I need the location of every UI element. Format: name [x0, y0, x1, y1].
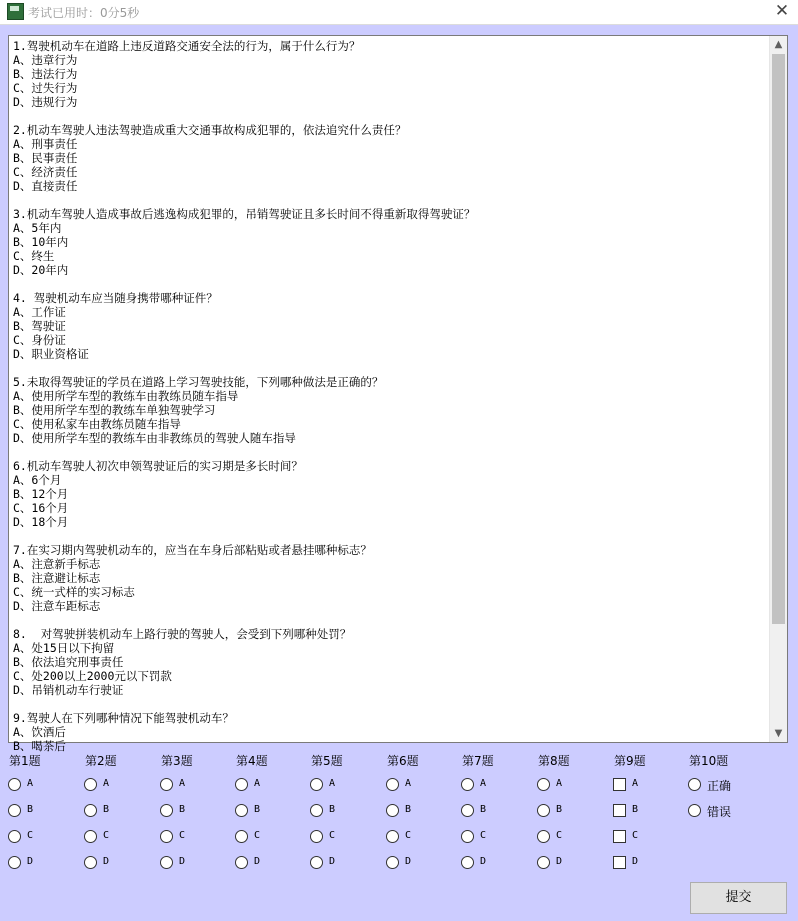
question-block — [13, 375, 773, 445]
answer-radio[interactable] — [160, 804, 230, 820]
answer-column-header: 第10题 — [689, 754, 729, 768]
radio-icon[interactable] — [386, 856, 399, 869]
answer-option-label: C — [329, 830, 336, 841]
radio-icon[interactable] — [386, 778, 399, 791]
answer-option-label: B — [27, 804, 34, 815]
answer-option-label: B — [179, 804, 186, 815]
answer-option-label: D — [405, 856, 412, 867]
answer-column-header: 第3题 — [161, 754, 193, 768]
answer-option-label: D — [556, 856, 563, 867]
answer-radio[interactable] — [8, 830, 78, 846]
radio-icon[interactable] — [310, 856, 323, 869]
question-text: 9.驾驶人在下列哪种情况下能驾驶机动车？ — [13, 711, 234, 725]
question-option-text: A、5年内 — [13, 221, 62, 235]
answer-option-label: D — [254, 856, 261, 867]
answer-option-label: D — [103, 856, 110, 867]
answer-radio[interactable] — [537, 830, 607, 846]
radio-icon[interactable] — [235, 804, 248, 817]
question-option-text: D、直接责任 — [13, 179, 78, 193]
scroll-up-arrow-icon[interactable]: ▲ — [774, 39, 783, 50]
radio-icon[interactable] — [310, 830, 323, 843]
vertical-scrollbar[interactable] — [769, 36, 787, 742]
answer-radio[interactable] — [8, 856, 78, 872]
radio-icon[interactable] — [461, 778, 474, 791]
answer-radio[interactable] — [84, 804, 154, 820]
radio-icon[interactable] — [8, 804, 21, 817]
answer-column-header: 第5题 — [311, 754, 343, 768]
answer-radio[interactable] — [310, 830, 380, 846]
answer-option-label: A — [254, 778, 261, 789]
radio-icon[interactable] — [235, 856, 248, 869]
question-option-text: B、使用所学车型的教练车单独驾驶学习 — [13, 403, 216, 417]
question-option-text: B、依法追究刑事责任 — [13, 655, 124, 669]
question-block — [13, 459, 773, 529]
radio-icon[interactable] — [84, 830, 97, 843]
radio-icon[interactable] — [688, 778, 701, 791]
radio-icon[interactable] — [8, 830, 21, 843]
answer-radio[interactable] — [8, 778, 78, 794]
answer-option-label: D — [27, 856, 34, 867]
question-list — [13, 39, 773, 767]
radio-icon[interactable] — [310, 778, 323, 791]
radio-icon[interactable] — [386, 830, 399, 843]
question-option-text: B、12个月 — [13, 487, 69, 501]
answer-option-label: B — [329, 804, 336, 815]
answer-option-label: A — [632, 778, 639, 789]
question-option-text: C、经济责任 — [13, 165, 78, 179]
question-text: 1.驾驶机动车在道路上违反道路交通安全法的行为，属于什么行为？ — [13, 39, 361, 53]
radio-icon[interactable] — [537, 778, 550, 791]
answer-radio[interactable] — [688, 804, 758, 820]
answer-option-label: A — [556, 778, 563, 789]
question-text: 6.机动车驾驶人初次申领驾驶证后的实习期是多长时间？ — [13, 459, 303, 473]
answer-option-label: D — [329, 856, 336, 867]
question-text: 3.机动车驾驶人造成事故后逃逸构成犯罪的，吊销驾驶证且多长时间不得重新取得驾驶证？ — [13, 207, 476, 221]
question-option-text: C、处200以上2000元以下罚款 — [13, 669, 172, 683]
question-option-text: B、违法行为 — [13, 67, 78, 81]
answer-column-header: 第4题 — [236, 754, 268, 768]
question-option-text: C、身份证 — [13, 333, 66, 347]
checkbox-icon[interactable] — [613, 830, 626, 843]
answer-option-label: B — [632, 804, 639, 815]
question-block — [13, 627, 773, 697]
question-option-text: B、民事责任 — [13, 151, 78, 165]
answer-option-label: B — [556, 804, 563, 815]
radio-icon[interactable] — [386, 804, 399, 817]
question-block — [13, 291, 773, 361]
question-option-text: A、饮酒后 — [13, 725, 66, 739]
question-text: 2.机动车驾驶人违法驾驶造成重大交通事故构成犯罪的，依法追究什么责任？ — [13, 123, 407, 137]
radio-icon[interactable] — [84, 856, 97, 869]
answer-radio[interactable] — [235, 778, 305, 794]
radio-icon[interactable] — [537, 804, 550, 817]
answer-option-label: D — [179, 856, 186, 867]
question-option-text: A、使用所学车型的教练车由教练员随车指导 — [13, 389, 239, 403]
answer-checkbox[interactable] — [613, 856, 683, 872]
answer-column-header: 第8题 — [538, 754, 570, 768]
checkbox-icon[interactable] — [613, 778, 626, 791]
answer-option-label: B — [480, 804, 487, 815]
radio-icon[interactable] — [235, 778, 248, 791]
answer-radio[interactable] — [84, 856, 154, 872]
answer-option-label: C — [405, 830, 412, 841]
radio-icon[interactable] — [8, 778, 21, 791]
question-option-text: A、注意新手标志 — [13, 557, 101, 571]
answer-column-header: 第9题 — [614, 754, 646, 768]
answer-radio[interactable] — [84, 778, 154, 794]
radio-icon[interactable] — [688, 804, 701, 817]
answer-option-label: C — [480, 830, 487, 841]
answer-option-label: A — [405, 778, 412, 789]
title-bar — [0, 0, 798, 25]
answer-radio[interactable] — [461, 856, 531, 872]
question-option-text: B、喝茶后 — [13, 739, 66, 753]
radio-icon[interactable] — [160, 830, 173, 843]
answer-option-label: D — [480, 856, 487, 867]
answer-radio[interactable] — [8, 804, 78, 820]
answer-option-label: C — [556, 830, 563, 841]
radio-icon[interactable] — [537, 856, 550, 869]
answer-option-label: A — [103, 778, 110, 789]
question-option-text: C、过失行为 — [13, 81, 78, 95]
question-option-text: B、10年内 — [13, 235, 69, 249]
radio-icon[interactable] — [461, 856, 474, 869]
answer-option-label: A — [480, 778, 487, 789]
question-option-text: A、6个月 — [13, 473, 62, 487]
question-block — [13, 207, 773, 277]
answer-radio[interactable] — [310, 856, 380, 872]
answer-option-label: C — [27, 830, 34, 841]
radio-icon[interactable] — [84, 778, 97, 791]
answer-option-label: B — [103, 804, 110, 815]
checkbox-icon[interactable] — [613, 804, 626, 817]
answer-checkbox[interactable] — [613, 830, 683, 846]
answer-checkbox[interactable] — [613, 804, 683, 820]
answer-radio[interactable] — [235, 830, 305, 846]
radio-icon[interactable] — [160, 856, 173, 869]
answer-radio[interactable] — [537, 804, 607, 820]
answer-radio[interactable] — [386, 778, 456, 794]
submit-button[interactable]: 提交 — [690, 882, 787, 914]
question-block — [13, 543, 773, 613]
answer-radio[interactable] — [461, 804, 531, 820]
question-option-text: A、处15日以下拘留 — [13, 641, 115, 655]
answer-option-label: C — [632, 830, 639, 841]
answer-option-label: C — [254, 830, 261, 841]
question-option-text: A、刑事责任 — [13, 137, 78, 151]
radio-icon[interactable] — [461, 830, 474, 843]
radio-icon[interactable] — [235, 830, 248, 843]
question-option-text: C、统一式样的实习标志 — [13, 585, 135, 599]
answer-option-label: 错误 — [707, 805, 732, 819]
answer-radio[interactable] — [386, 856, 456, 872]
answer-option-label: C — [103, 830, 110, 841]
answer-radio[interactable] — [160, 856, 230, 872]
question-option-text: C、使用私家车由教练员随车指导 — [13, 417, 181, 431]
checkbox-icon[interactable] — [613, 856, 626, 869]
scroll-thumb[interactable] — [772, 54, 785, 624]
answer-radio[interactable] — [235, 804, 305, 820]
question-option-text: A、违章行为 — [13, 53, 78, 67]
close-button[interactable]: ✕ — [774, 1, 790, 21]
answer-column-header: 第7题 — [462, 754, 494, 768]
answer-radio[interactable] — [160, 830, 230, 846]
question-option-text: B、注意避让标志 — [13, 571, 101, 585]
answer-column-header: 第2题 — [85, 754, 117, 768]
question-option-text: D、职业资格证 — [13, 347, 89, 361]
question-text: 7.在实习期内驾驶机动车的，应当在车身后部粘贴或者悬挂哪种标志？ — [13, 543, 372, 557]
radio-icon[interactable] — [537, 830, 550, 843]
answer-checkbox[interactable] — [613, 778, 683, 794]
radio-icon[interactable] — [8, 856, 21, 869]
answer-radio[interactable] — [235, 856, 305, 872]
answer-option-label: B — [405, 804, 412, 815]
answer-radio[interactable] — [310, 778, 380, 794]
question-option-text: D、违规行为 — [13, 95, 78, 109]
answer-option-label: A — [329, 778, 336, 789]
question-text: 4. 驾驶机动车应当随身携带哪种证件？ — [13, 291, 218, 305]
answer-option-label: C — [179, 830, 186, 841]
question-text: 5.未取得驾驶证的学员在道路上学习驾驶技能，下列哪种做法是正确的？ — [13, 375, 384, 389]
answer-radio[interactable] — [386, 830, 456, 846]
app-icon — [7, 3, 24, 20]
answer-radio[interactable] — [310, 804, 380, 820]
question-option-text: D、使用所学车型的教练车由非教练员的驾驶人随车指导 — [13, 431, 296, 445]
answer-radio[interactable] — [537, 856, 607, 872]
answer-panel — [0, 752, 798, 882]
radio-icon[interactable] — [461, 804, 474, 817]
question-text: 8. 对驾驶拼装机动车上路行驶的驾驶人，会受到下列哪种处罚？ — [13, 627, 352, 641]
answer-option-label: A — [179, 778, 186, 789]
question-option-text: C、16个月 — [13, 501, 69, 515]
question-option-text: D、18个月 — [13, 515, 69, 529]
answer-radio[interactable] — [84, 830, 154, 846]
question-option-text: D、注意车距标志 — [13, 599, 101, 613]
answer-radio[interactable] — [461, 830, 531, 846]
answer-radio[interactable] — [386, 804, 456, 820]
question-option-text: D、吊销机动车行驶证 — [13, 683, 124, 697]
question-block — [13, 39, 773, 109]
question-option-text: B、驾驶证 — [13, 319, 66, 333]
question-text-area[interactable] — [8, 35, 788, 753]
radio-icon[interactable] — [310, 804, 323, 817]
answer-radio[interactable] — [688, 778, 758, 794]
answer-radio[interactable] — [537, 778, 607, 794]
question-block — [13, 123, 773, 193]
answer-option-label: 正确 — [707, 779, 732, 793]
answer-column-header: 第6题 — [387, 754, 419, 768]
answer-option-label: A — [27, 778, 34, 789]
window-title: 考试已用时：0分5秒 — [28, 6, 140, 20]
question-option-text: D、20年内 — [13, 263, 69, 277]
answer-column-header: 第1题 — [9, 754, 41, 768]
question-option-text: A、工作证 — [13, 305, 66, 319]
answer-option-label: B — [254, 804, 261, 815]
question-block — [13, 711, 773, 753]
answer-radio[interactable] — [160, 778, 230, 794]
scroll-down-arrow-icon[interactable]: ▼ — [774, 728, 783, 739]
answer-radio[interactable] — [461, 778, 531, 794]
question-option-text: C、终生 — [13, 249, 55, 263]
answer-option-label: D — [632, 856, 639, 867]
radio-icon[interactable] — [160, 778, 173, 791]
radio-icon[interactable] — [84, 804, 97, 817]
radio-icon[interactable] — [160, 804, 173, 817]
